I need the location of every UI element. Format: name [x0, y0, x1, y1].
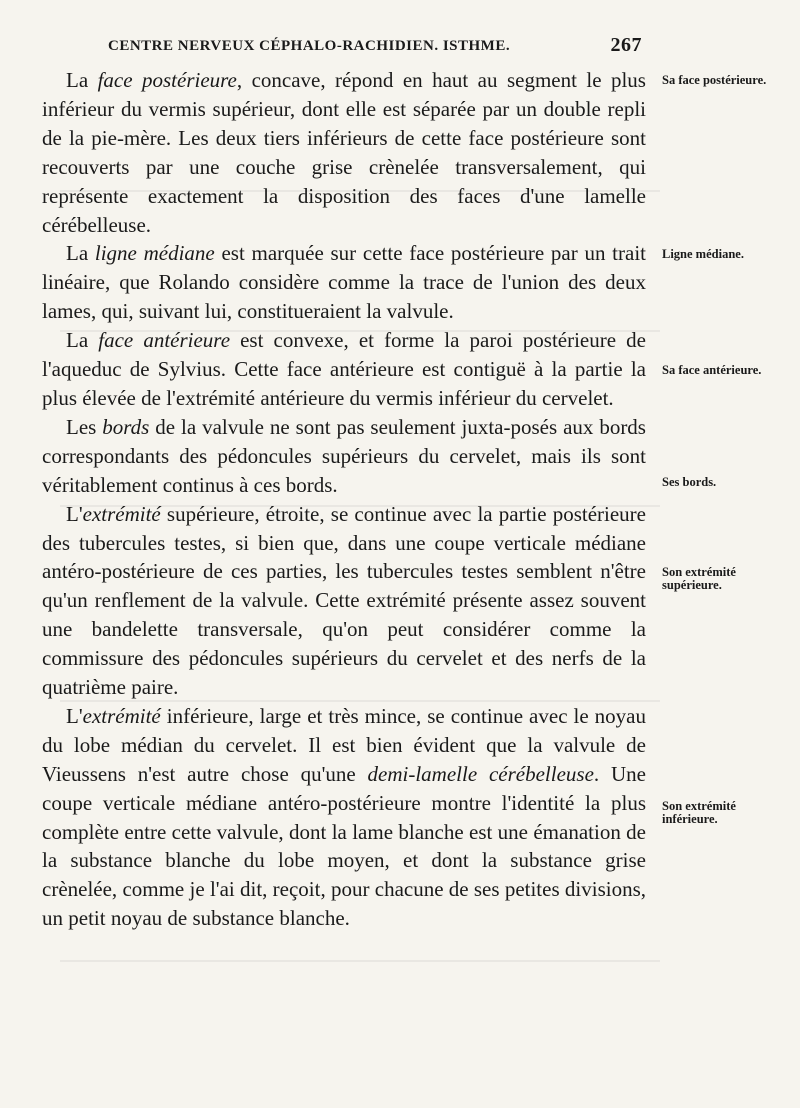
paragraph-extremite-superieure	[42, 500, 646, 702]
bleed-through-line	[60, 960, 660, 962]
main-text	[42, 66, 646, 933]
paragraph-body: de la valvule ne sont pas seulement juxta-posés aux bords correspondants des pédoncules supérieurs du cervelet, mais ils sont véritablement continus à ces bords.	[42, 414, 646, 497]
margin-note: Son extrémité inférieure.	[662, 799, 736, 826]
italic-term: face postérieure	[97, 68, 237, 92]
paragraph-body: . Une coupe verticale médiane antéro-postérieure montre l'identité la plus complète entre cette valvule, dont la lame blanche est une émanation de la substance blanche du lobe moyen, et dont la substance grise crènelée, comme je l'ai dit, reçoit, pour chacune de ses petites divisions, un petit noyau de substance blanche.	[42, 761, 646, 931]
italic-term: face antérieure	[98, 328, 231, 353]
italic-term: extrémité	[82, 703, 161, 728]
paragraph-face-anterieure	[42, 326, 646, 413]
margin-note: Sa face antérieure.	[662, 363, 762, 377]
italic-term: demi-lamelle cérébelleuse	[367, 761, 594, 786]
paragraph-lead: La	[66, 241, 95, 266]
paragraph-lead: Les	[66, 414, 103, 439]
paragraph-body: supérieure, étroite, se continue avec la partie postérieure des tubercules testes, si bien que, dans une coupe verticale médiane antéro-postérieure de ces parties, les tubercules testes semblent n'être qu'un renflement de la valvule. Cette extrémité présente assez souvent une bandelette transversale, qu'on peut considérer comme la commissure des pédoncules supérieurs du cervelet et des nerfs de la quatrième paire.	[42, 501, 646, 700]
paragraph-face-posterieure	[42, 66, 646, 239]
paragraph-lead: La	[66, 68, 98, 92]
running-title: CENTRE NERVEUX CÉPHALO-RACHIDIEN. ISTHME.	[108, 38, 511, 54]
paragraph-ligne-mediane	[42, 239, 646, 326]
italic-term: extrémité	[82, 501, 161, 526]
italic-term: ligne médiane	[94, 241, 215, 266]
paragraph-body: est marquée sur cette face postérieure par un trait linéaire, que Rolando considère comme la trace de l'union des deux lames, qui, suivant lui, constitueraient la valvule.	[42, 241, 646, 324]
margin-note: Ligne médiane.	[662, 247, 744, 261]
paragraph-body: , concave, répond en haut au segment le plus inférieur du vermis supérieur, dont elle est séparée par un double repli de la pie-mère. Les deux tiers inférieurs de cette face postérieure sont recouverts par une couche grise crènelée transversalement, qui représente exactement la disposition des faces d'une lamelle cérébelleuse.	[42, 68, 646, 237]
paragraph-body: inférieure, large et très mince, se continue avec le noyau du lobe médian du cervelet. Il est bien évident que la valvule de Vieussens n'est autre chose qu'une	[42, 703, 646, 786]
paragraph-extremite-inferieure	[42, 702, 646, 933]
margin-note: Son extrémité supérieure.	[662, 565, 736, 592]
paragraph-lead: L'	[66, 501, 83, 526]
paragraph-bords	[42, 413, 646, 500]
paragraph-lead: L'	[66, 703, 83, 728]
paragraph-lead: La	[66, 328, 99, 353]
page-number: 267	[610, 34, 642, 56]
margin-note: Ses bords.	[662, 475, 717, 489]
italic-term: bords	[102, 414, 150, 439]
margin-note: Sa face postérieure.	[662, 73, 767, 87]
paragraph-body: est convexe, et forme la paroi postérieure de l'aqueduc de Sylvius. Cette face antérieure est contiguë à la partie la plus élevée de l'extrémité antérieure du vermis inférieur du cervelet.	[42, 328, 646, 410]
